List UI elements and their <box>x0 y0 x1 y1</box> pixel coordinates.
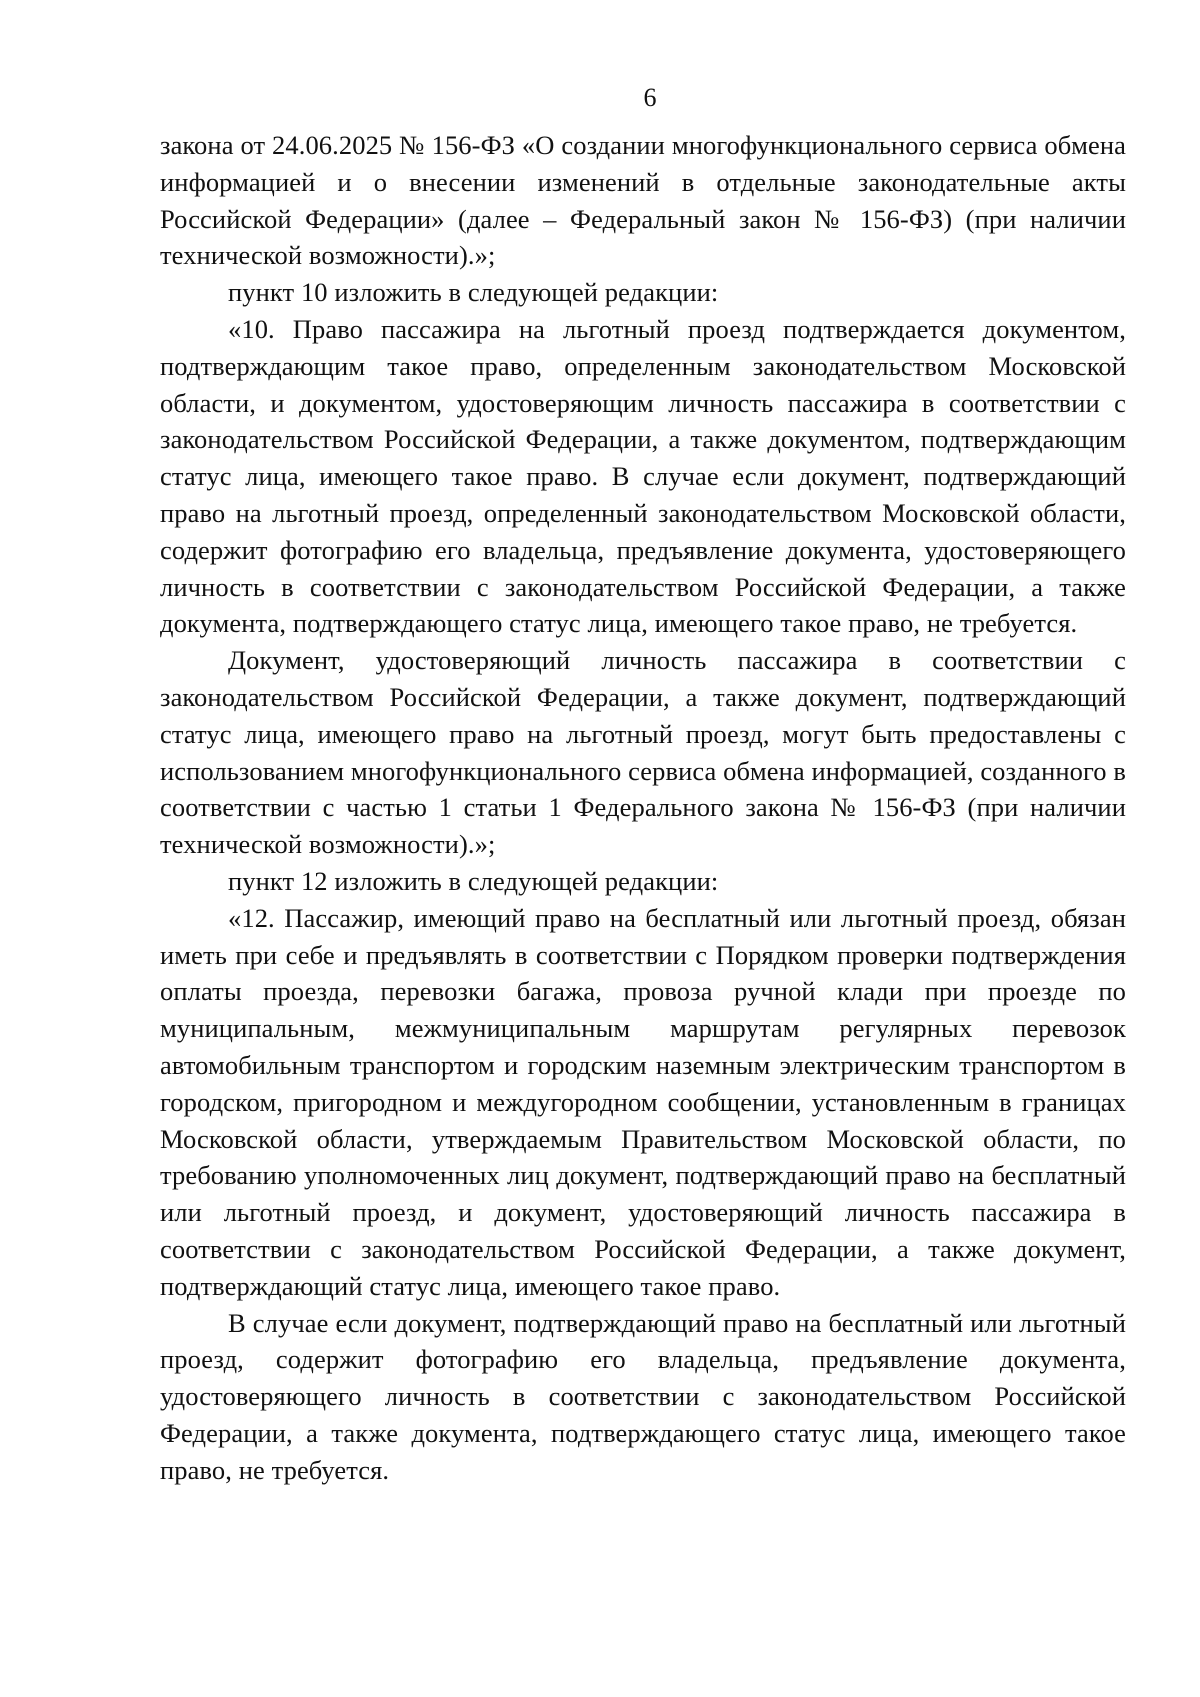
paragraph-point-12-text: «12. Пассажир, имеющий право на бесплатный или льготный проезд, обязан иметь при себе и предъявлять в соответствии с Порядком проверки подтверждения оплаты проезда, перевозки багажа, провоза ручной клади при проезде по муниципальным, межмуниципальным маршрутам регулярных перевозок автомобильным транспортом и городским наземным электрическим транспортом в городском, пригородном и междугородном сообщении, установленным в границах Московской области, утверждаемым Правительством Московской области, по требованию уполномоченных лиц документ, подтверждающий право на бесплатный или льготный проезд, и документ, удостоверяющий личность пассажира в соответствии с законодательством Российской Федерации, а также документ, подтверждающий статус лица, имеющего такое право. <box>160 902 1126 1301</box>
paragraph-point-10-text: «10. Право пассажира на льготный проезд подтверждается документом, подтверждающим такое право, определенным законодательством Московской области, и документом, удостоверяющим личность пассажира в соответствии с законодательством Российской Федерации, а также документом, подтверждающим статус лица, имеющего такое право. В случае если документ, подтверждающий право на льготный проезд, определенный законодательством Московской области, содержит фотографию его владельца, предъявление документа, удостоверяющего личность в соответствии с законодательством Российской Федерации, а также документа, подтверждающего статус лица, имеющего такое право, не требуется. <box>160 313 1126 639</box>
page-number: 6 <box>643 83 657 112</box>
document-body <box>160 127 1126 1488</box>
paragraph-point-12-instruction: пункт 12 изложить в следующей редакции: <box>228 865 719 896</box>
paragraph-point-12-photo-exception: В случае если документ, подтверждающий право на бесплатный или льготный проезд, содержит фотографию его владельца, предъявление документа, удостоверяющего личность в соответствии с законодательством Российской Федерации, а также документа, подтверждающего статус лица, имеющего такое право, не требуется. <box>160 1307 1126 1485</box>
paragraph-point-10-instruction: пункт 10 изложить в следующей редакции: <box>228 277 719 308</box>
paragraph-point-10-documents: Документ, удостоверяющий личность пассажира в соответствии с законодательством Российской Федерации, а также документ, подтверждающий статус лица, имеющего право на льготный проезд, могут быть предоставлены с использованием многофункционального сервиса обмена информацией, созданного в соответствии с частью 1 статьи 1 Федерального закона № 156-ФЗ (при наличии технической возможности).»; <box>160 645 1126 860</box>
paragraph-law-reference-continuation: закона от 24.06.2025 № 156-ФЗ «О создании многофункционального сервиса обмена информацией и о внесении изменений в отдельные законодательные акты Российской Федерации» (далее – Федеральный закон № 156-ФЗ) (при наличии технической возможности).»; <box>160 130 1126 271</box>
